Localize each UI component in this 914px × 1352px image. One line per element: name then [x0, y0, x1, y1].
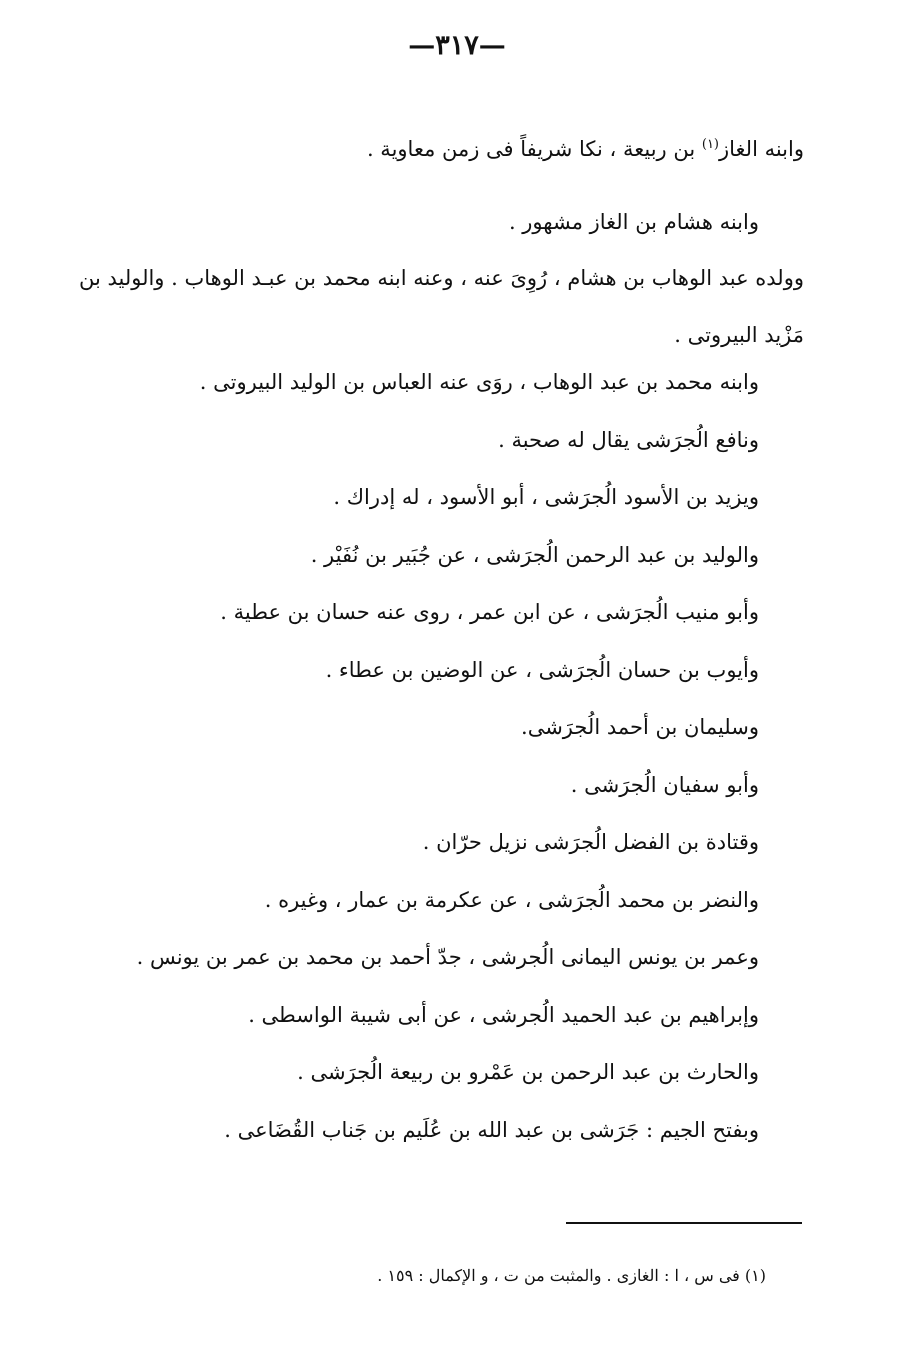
text-line: وعمر بن يونس اليمانى الُجرشى ، جدّ أحمد بن محمد بن عمر بن يونس .	[136, 945, 759, 969]
text-line: ويزيد بن الأسود الُجرَشى ، أبو الأسود ، له إدراك .	[333, 485, 759, 509]
page-number: —٣١٧—	[408, 30, 506, 61]
text-line: وولده عبد الوهاب بن هشام ، رُوِىَ عنه ، وعنه ابنه محمد بن عبـد الوهاب . والوليد بن	[78, 266, 804, 290]
text-line: وأبو منيب الُجرَشى ، عن ابن عمر ، روى عنه حسان بن عطية .	[220, 600, 759, 624]
text-line: وأبو سفيان الُجرَشى .	[570, 773, 759, 797]
text-line: والحارث بن عبد الرحمن بن عَمْرو بن ربيعة الُجرَشى .	[297, 1060, 759, 1084]
text-line: وابنه محمد بن عبد الوهاب ، روَى عنه العباس بن الوليد البيروتى .	[199, 370, 759, 394]
text-line: والنضر بن محمد الُجرَشى ، عن عكرمة بن عمار ، وغيره .	[264, 888, 759, 912]
text-line: وابنه الغاز$^{(١)}$ بن ربيعة ، نكا شريفاً فى زمن معاوية .	[366, 137, 804, 161]
footnote-marker: (١)	[701, 137, 719, 152]
text-line: وأيوب بن حسان الُجرَشى ، عن الوضين بن عطاء .	[325, 658, 759, 682]
text-line: مَزْيد البيروتى .	[674, 323, 804, 347]
text-line: وبفتح الجيم : جَرَشى بن عبد الله بن عُلَيم بن جَناب القُضَاعى .	[224, 1118, 759, 1142]
text-line: وسليمان بن أحمد الُجرَشى.	[521, 715, 759, 739]
text-line: وقتادة بن الفضل الُجرَشى نزيل حرّان .	[422, 830, 759, 854]
text-line: وإبراهيم بن عبد الحميد الُجرشى ، عن أبى شيبة الواسطى .	[248, 1003, 759, 1027]
text-line: ونافع الُجرَشى يقال له صحبة .	[498, 428, 759, 452]
text-line: والوليد بن عبد الرحمن الُجرَشى ، عن جُبَير بن نُفَيْر .	[310, 543, 759, 567]
footnote: (١) فى س ، ا : الغازى . والمثبت من ت ، و الإكمال : ١٥٩ .	[377, 1266, 766, 1285]
footnote-divider	[566, 1222, 802, 1224]
text-line: وابنه هشام بن الغاز مشهور .	[508, 210, 759, 234]
